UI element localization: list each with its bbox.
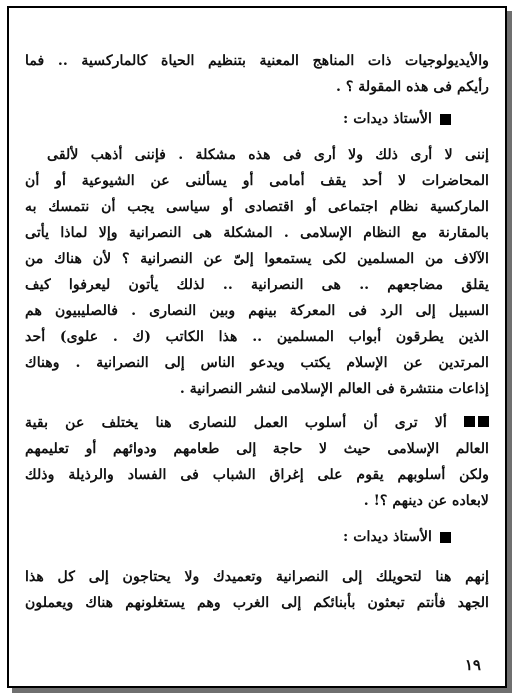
text-line: السبيل إلى الرد فى المعركة بينهم وبين النصارى . فالصليبيون هم <box>25 303 489 319</box>
speaker-heading <box>343 106 451 132</box>
text-line: بالمقارنة مع النظام الإسلامى . المشكلة هى النصرانية وإلا لماذا يأتى <box>25 225 489 241</box>
text-line: رأيكم فى هذه المقولة ؟ . <box>335 79 489 95</box>
text-line: إنهم هنا لتحويلك إلى النصرانية وتعميدك ولا يحتاجون إلى كل هذا <box>25 569 489 585</box>
square-bullet-icon <box>440 532 451 543</box>
page-number: ١٩ <box>464 656 481 674</box>
text-line: الآلاف من المسلمين لكى يستمعوا إلىّ عن النصرانية ؟ لأن هناك من <box>25 251 489 267</box>
text-line: إننى لا أرى ذلك ولا أرى فى هذه مشكلة . فإننى أذهب لألقى <box>47 147 489 163</box>
text-line: الذين يطرقون أبواب المسلمين .. هذا الكاتب (ك . علوى) أحد <box>25 329 489 345</box>
text-line: المحاضرات لا أحد يقف أمامى أو يسألنى عن الشيوعية أو أن <box>25 173 489 189</box>
question-text: ألا ترى أن أسلوب العمل للنصارى هنا يختلف عن بقية <box>25 415 447 431</box>
speaker-heading <box>343 524 451 550</box>
double-square-bullet-icon <box>464 416 489 427</box>
text-line: الجهد فأنتم تبعثون بأبنائكم إلى الغرب وهم يستغلونهم هناك ويعملون <box>25 595 489 611</box>
text-line: يقلق مضاجعهم .. هى النصرانية .. لذلك يأتون ليعرفوا كيف <box>25 277 489 293</box>
book-page <box>25 32 489 677</box>
text-line: العالم الإسلامى حيث لا حاجة إلى طعامهم ودوائهم أو تعليمهم <box>25 441 489 457</box>
speaker-name: الأستاذ ديدات : <box>343 529 432 545</box>
text-line: لابعاده عن دينهم ؟! . <box>363 493 489 509</box>
text-line: المرتدين عن الإسلام يكتب ويدعو الناس إلى النصرانية . وهناك <box>25 355 489 371</box>
text-line: إذاعات منتشرة فى العالم الإسلامى لنشر النصرانية . <box>179 381 489 397</box>
text-line: والأيديولوجيات ذات المناهج المعنية بتنظيم الحياة كالماركسية .. فما <box>25 53 489 69</box>
text-line: الماركسية نظام اجتماعى أو اقتصادى أو سياسى يجب أن نتمسك به <box>25 199 489 215</box>
text-line: ولكن أسلوبهم يقوم على إغراق الشباب فى الفساد والرذيلة وذلك <box>25 467 489 483</box>
question-line <box>25 410 489 436</box>
speaker-name: الأستاذ ديدات : <box>343 111 432 127</box>
page-frame <box>7 6 507 688</box>
square-bullet-icon <box>440 114 451 125</box>
